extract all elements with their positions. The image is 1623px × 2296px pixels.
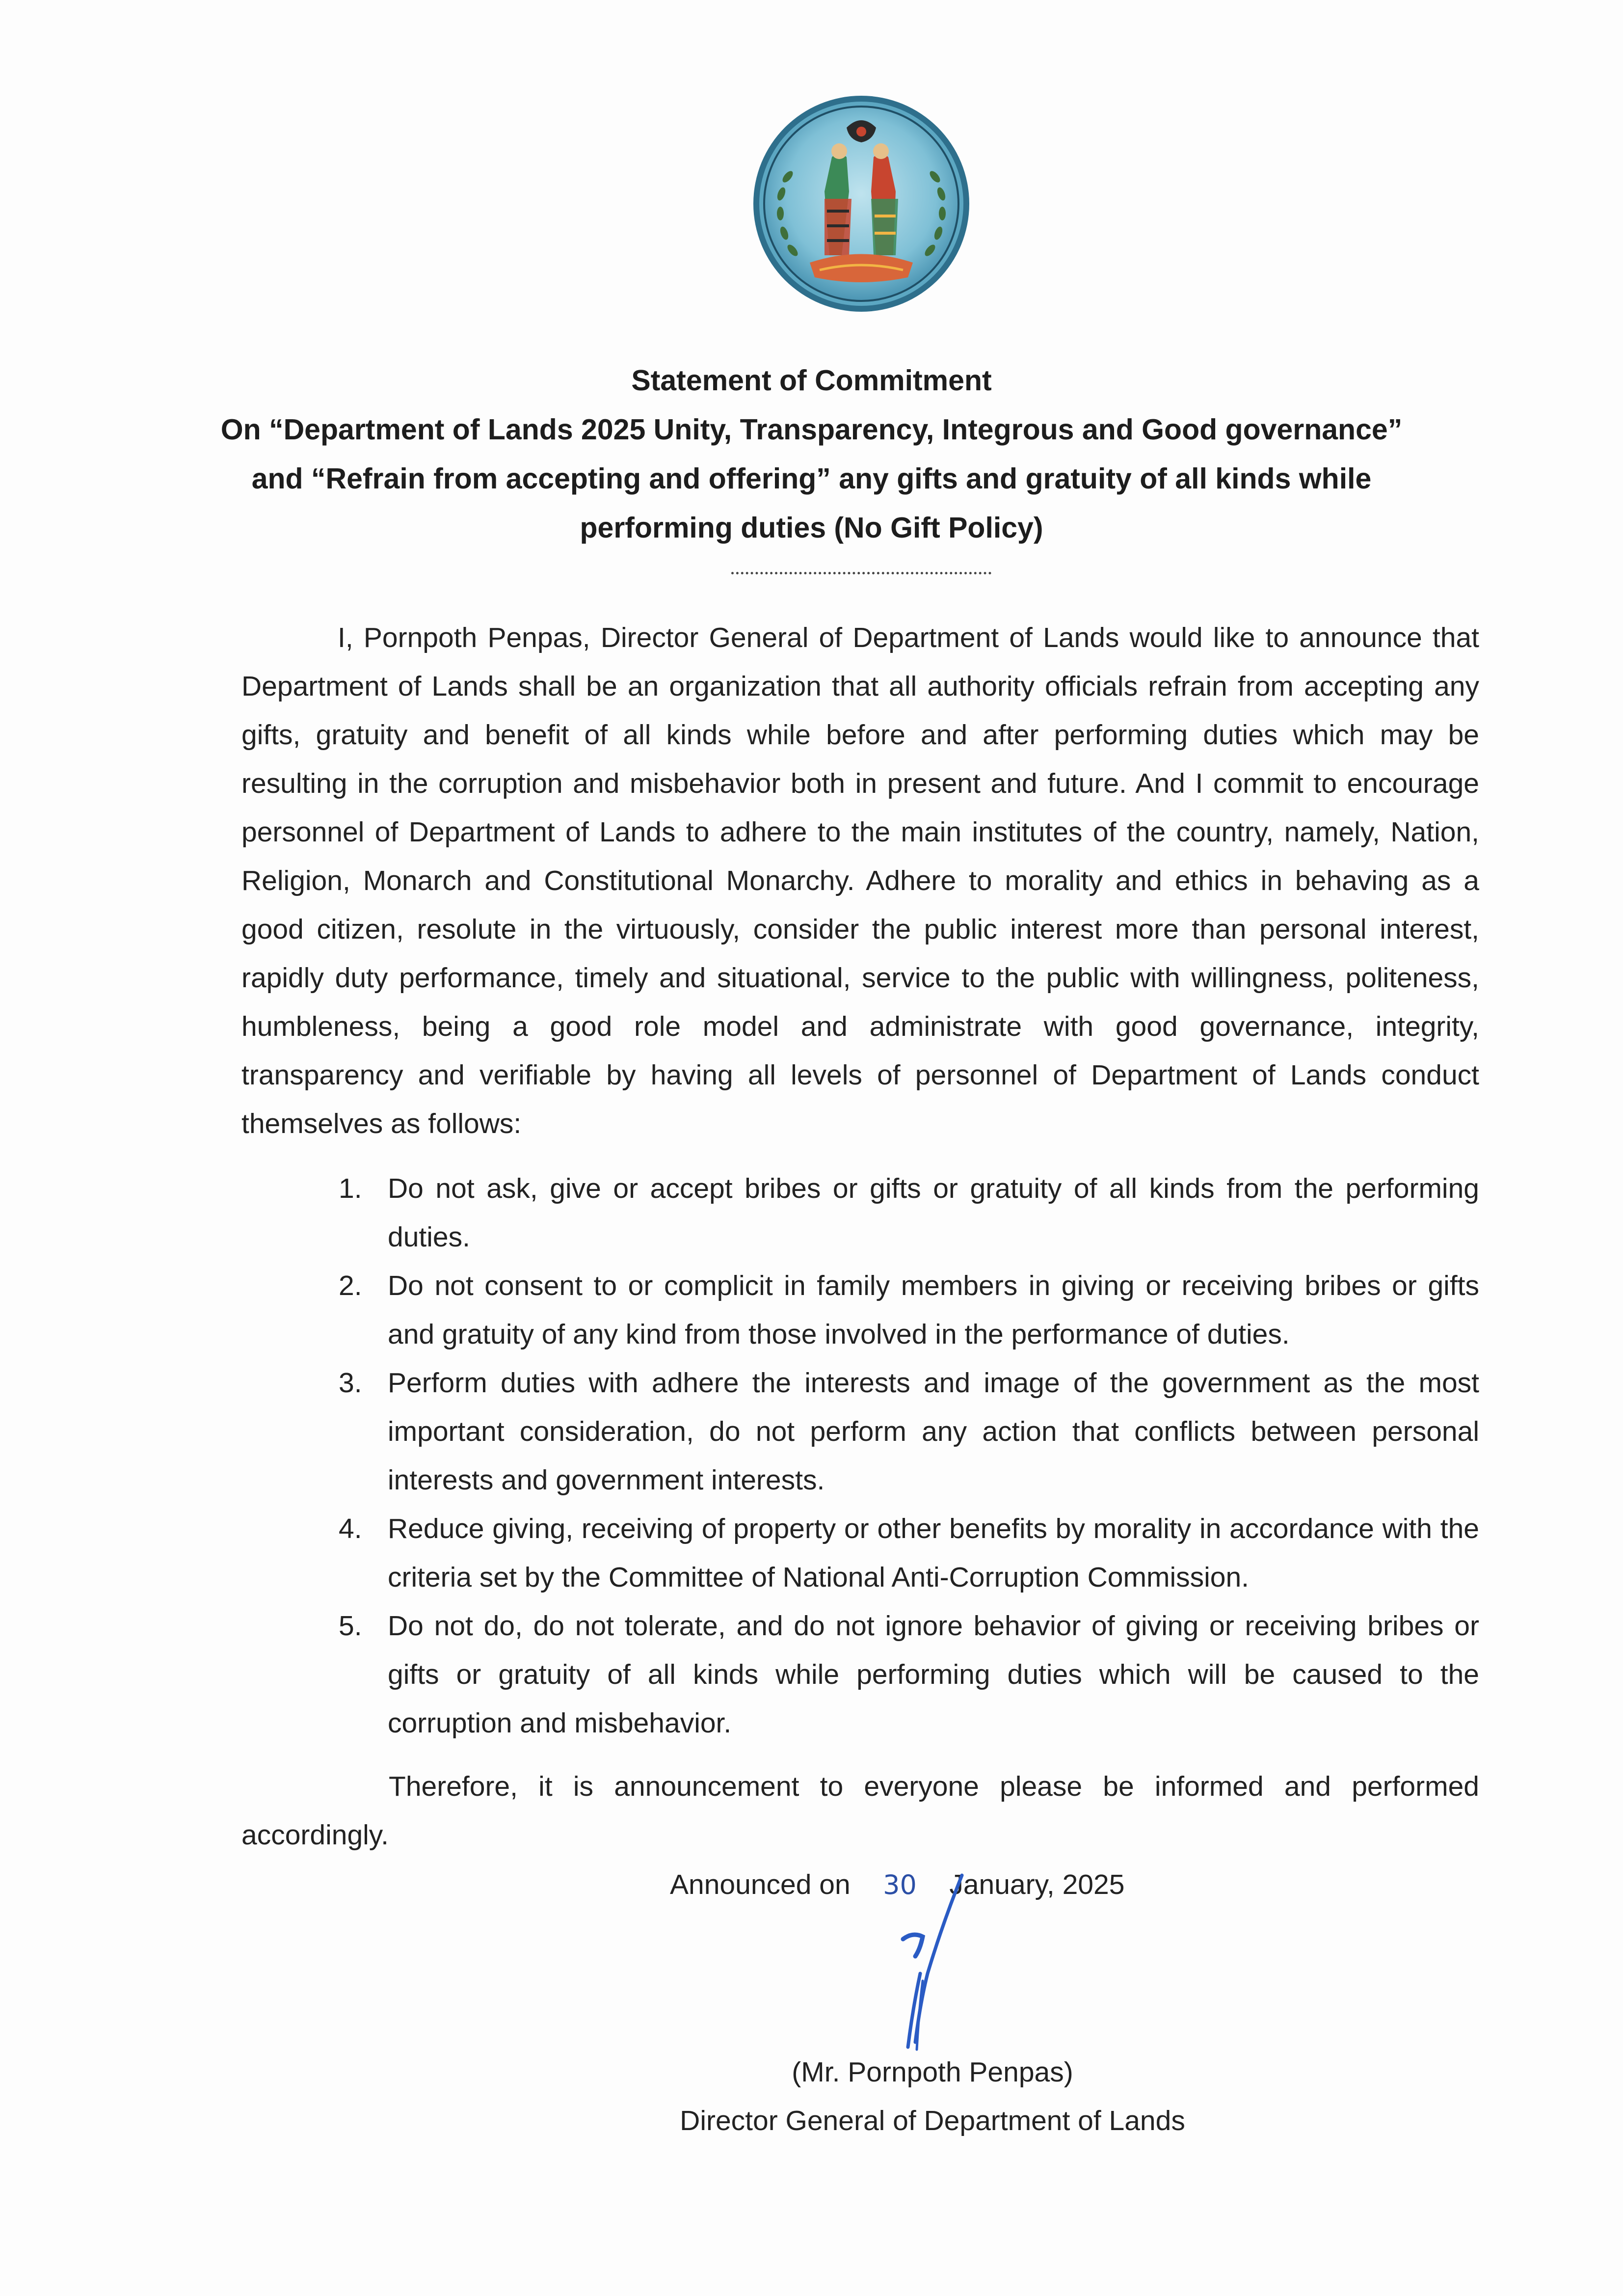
list-item-number: 1. (339, 1173, 362, 1204)
title-line-4: performing duties (No Gift Policy) (580, 512, 1043, 544)
list-item (339, 1602, 1479, 1748)
conduct-list (339, 1164, 1479, 1748)
list-item-text: Do not do, do not tolerate, and do not ignore behavior of giving or receiving bribes or gifts or gratuity of all kinds while performing duties which will be caused to the corruption and misbehavior. (388, 1610, 1479, 1739)
list-item (339, 1359, 1479, 1505)
announcement-prefix: Announced on (670, 1869, 851, 1900)
list-item-number: 3. (339, 1367, 362, 1399)
list-item-number: 4. (339, 1513, 362, 1544)
title-line-1: Statement of Commitment (631, 364, 992, 397)
list-item-number: 2. (339, 1270, 362, 1301)
handwritten-signature-icon (874, 1865, 982, 2062)
announcement-month-year: January, 2025 (949, 1869, 1125, 1900)
title-line-3: and “Refrain from accepting and offering” any gifts and gratuity of all kinds while (251, 462, 1372, 495)
list-item-number: 5. (339, 1610, 362, 1642)
list-item (339, 1505, 1479, 1602)
signer-name: (Mr. Pornpoth Penpas) (792, 2056, 1073, 2088)
department-of-lands-seal-icon (751, 93, 972, 314)
closing-paragraph: Therefore, it is announcement to everyone please be informed and performed accordingly. (241, 1771, 1479, 1851)
signer-title: Director General of Department of Lands (680, 2105, 1185, 2136)
title-divider (731, 572, 991, 574)
announcement-day: 30 (883, 1869, 917, 1900)
list-item-text: Reduce giving, receiving of property or other benefits by morality in accordance with the criteria set by the Committee of National Anti-Corruption Commission. (388, 1513, 1479, 1593)
list-item (339, 1262, 1479, 1359)
list-item-text: Do not ask, give or accept bribes or gifts or gratuity of all kinds from the performing duties. (388, 1173, 1479, 1253)
list-item-text: Do not consent to or complicit in family members in giving or receiving bribes or gifts and gratuity of any kind from those involved in the performance of duties. (388, 1270, 1479, 1350)
statement-title (147, 356, 1476, 552)
title-line-2: On “Department of Lands 2025 Unity, Transparency, Integrous and Good governance” (220, 413, 1403, 446)
list-item-text: Perform duties with adhere the interests and image of the government as the most important consideration, do not perform any action that conflicts between personal interests and government interests. (388, 1367, 1479, 1496)
list-item (339, 1164, 1479, 1262)
intro-paragraph: I, Pornpoth Penpas, Director General of Department of Lands would like to announce that Department of Lands shall be an organization that all authority officials refrain from accepting any gifts, gratuity and benefit of all kinds while before and after performing duties which may be resulting in the corruption and misbehavior both in present and future. And I commit to encourage personnel of Department of Lands to adhere to the main institutes of the country, namely, Nation, Religion, Monarch and Constitutional Monarchy. Adhere to morality and ethics in behaving as a good citizen, resolute in the virtuously, consider the public interest more than personal interest, rapidly duty performance, timely and situational, service to the public with willingness, politeness, humbleness, being a good role model and administrate with good governance, integrity, transparency and verifiable by having all levels of personnel of Department of Lands conduct themselves as follows: (241, 622, 1479, 1139)
